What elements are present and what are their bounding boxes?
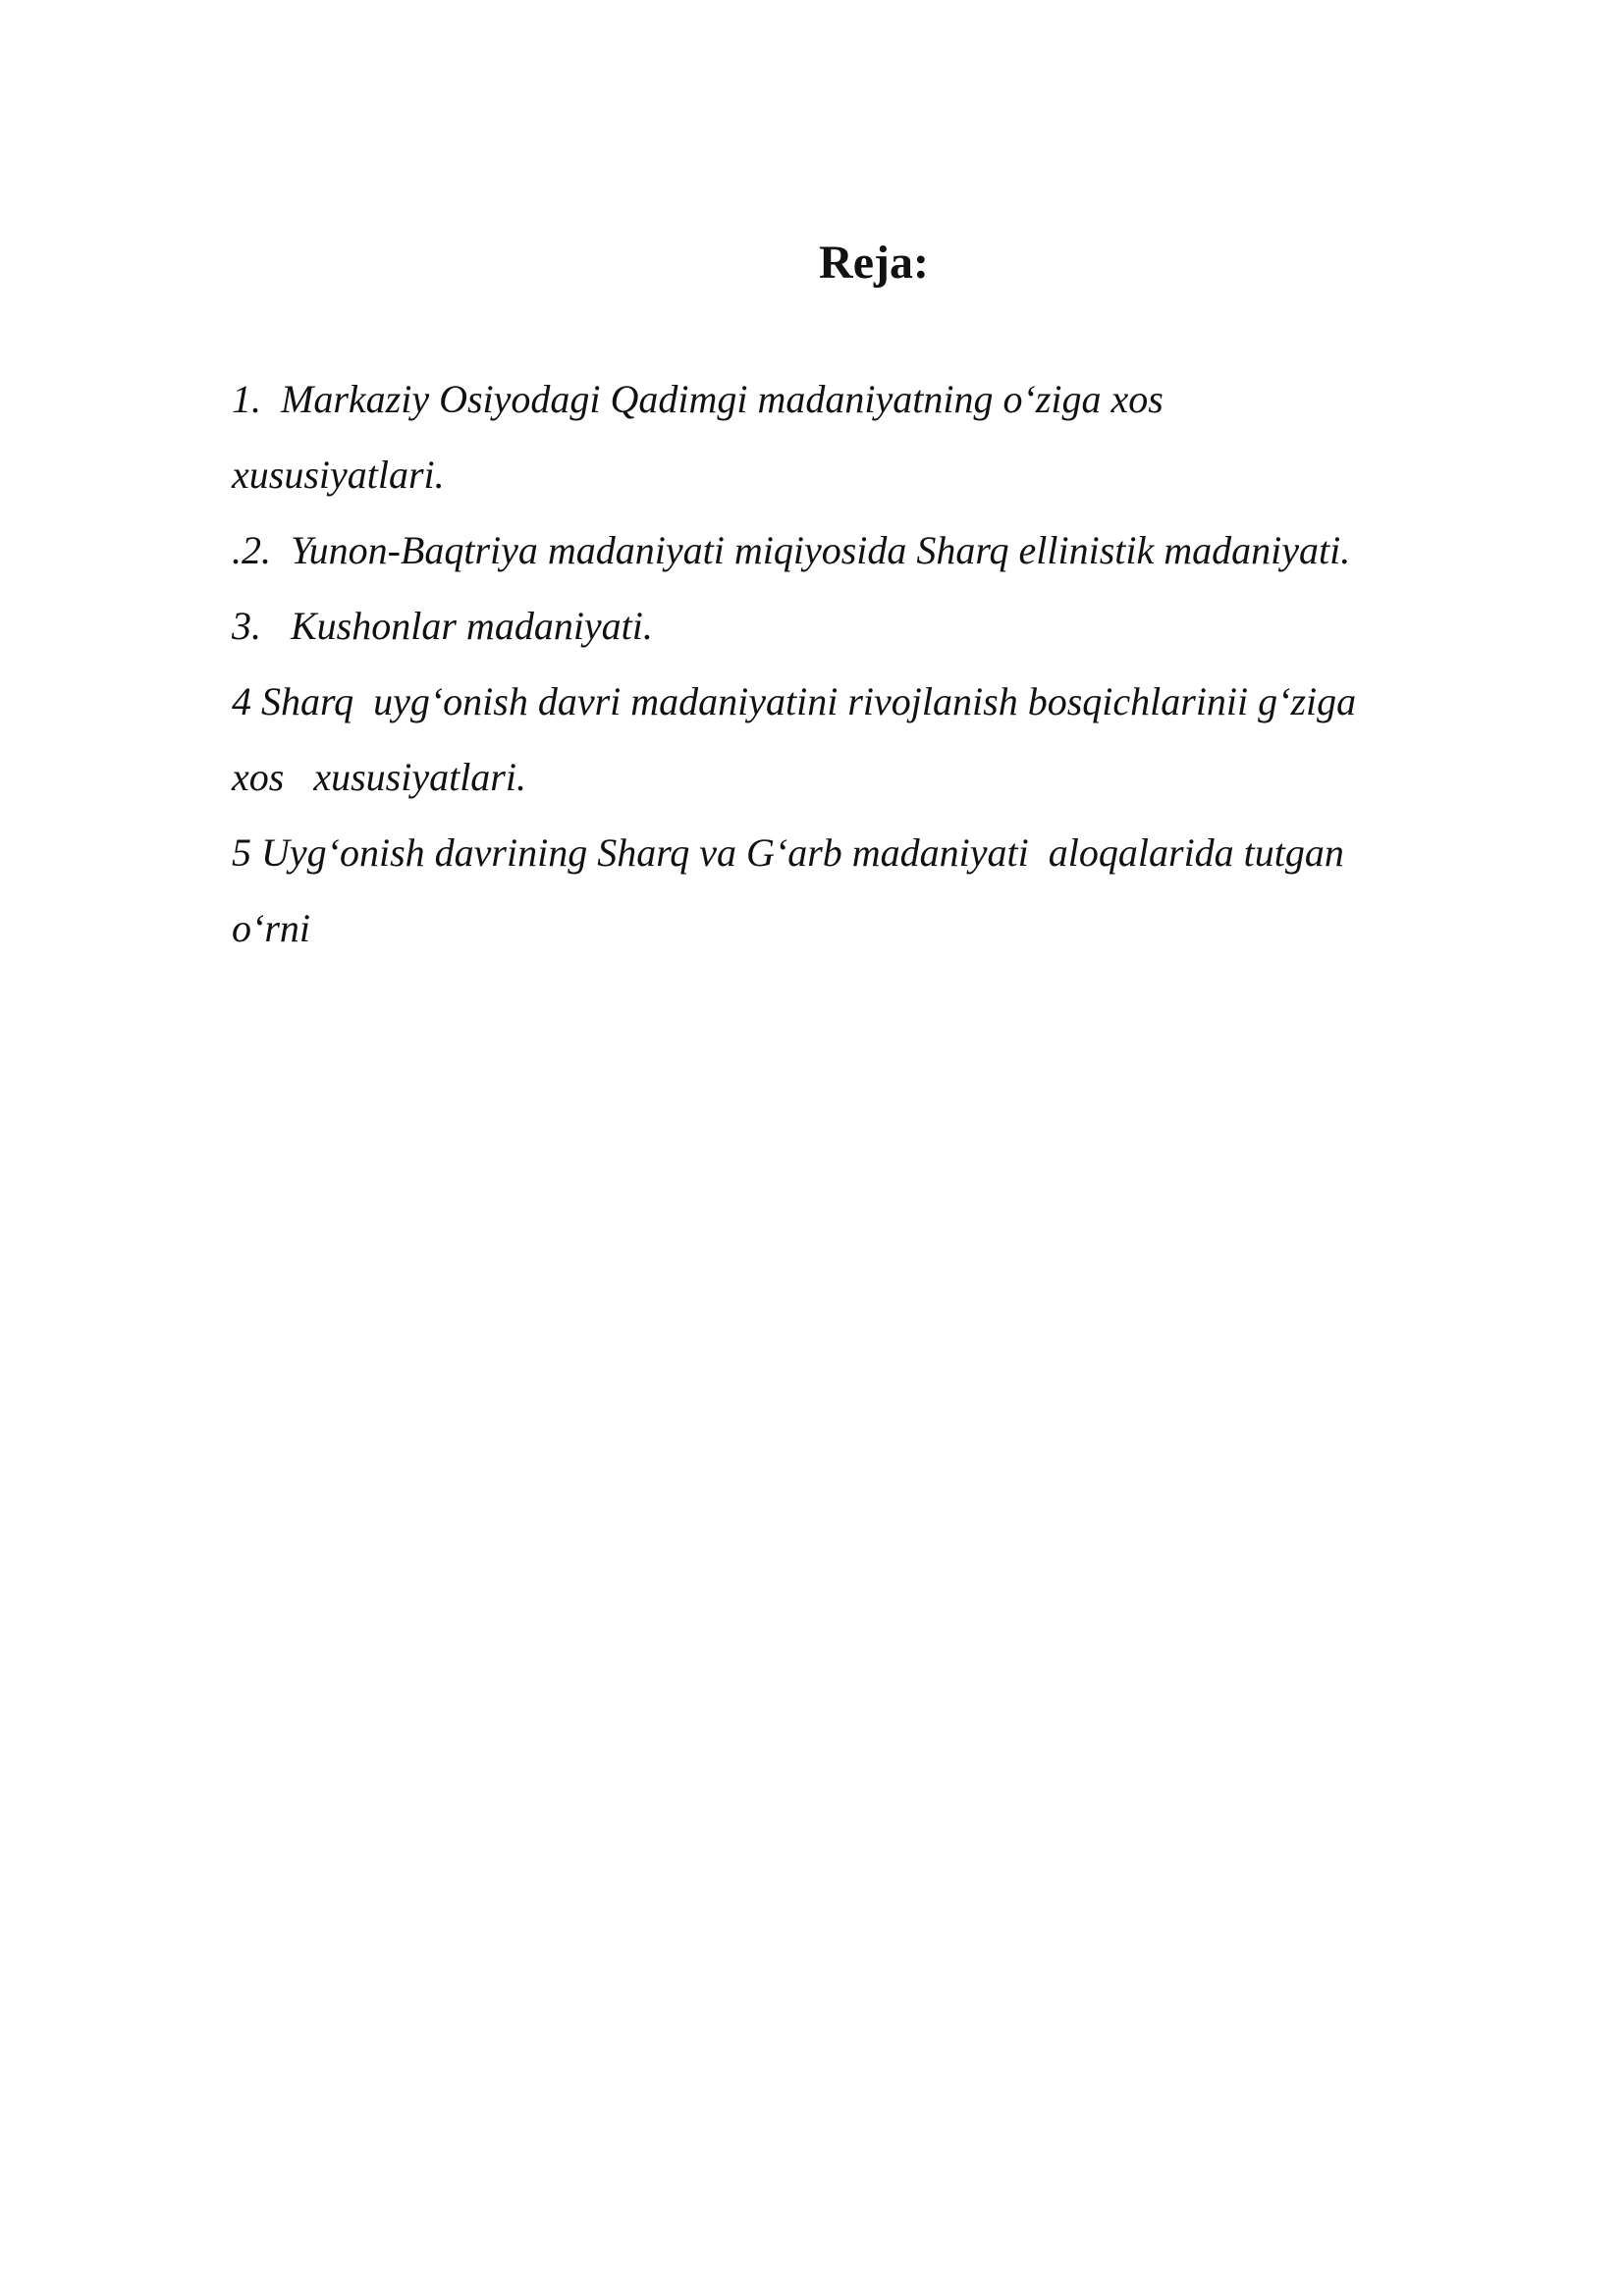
plan-line-6: xos xususiyatlari. <box>232 755 526 799</box>
plan-line-1: 1. Markaziy Osiyodagi Qadimgi madaniyatning o‘ziga xos <box>232 377 1164 421</box>
plan-line-8: o‘rni <box>232 906 310 950</box>
plan-line-2: xususiyatlari. <box>232 453 445 497</box>
page-title: Reja: <box>819 237 929 289</box>
plan-line-3: .2. Yunon-Baqtriya madaniyati miqiyosida Sharq ellinistik madaniyati. <box>232 528 1351 572</box>
plan-line-4: 3. Kushonlar madaniyati. <box>232 604 653 648</box>
plan-list <box>232 361 1508 966</box>
plan-line-7: 5 Uyg‘onish davrining Sharq va G‘arb madaniyati aloqalarida tutgan <box>232 830 1344 875</box>
plan-line-5: 4 Sharq uyg‘onish davri madaniyatini rivojlanish bosqichlarinii g‘ziga <box>232 679 1357 723</box>
